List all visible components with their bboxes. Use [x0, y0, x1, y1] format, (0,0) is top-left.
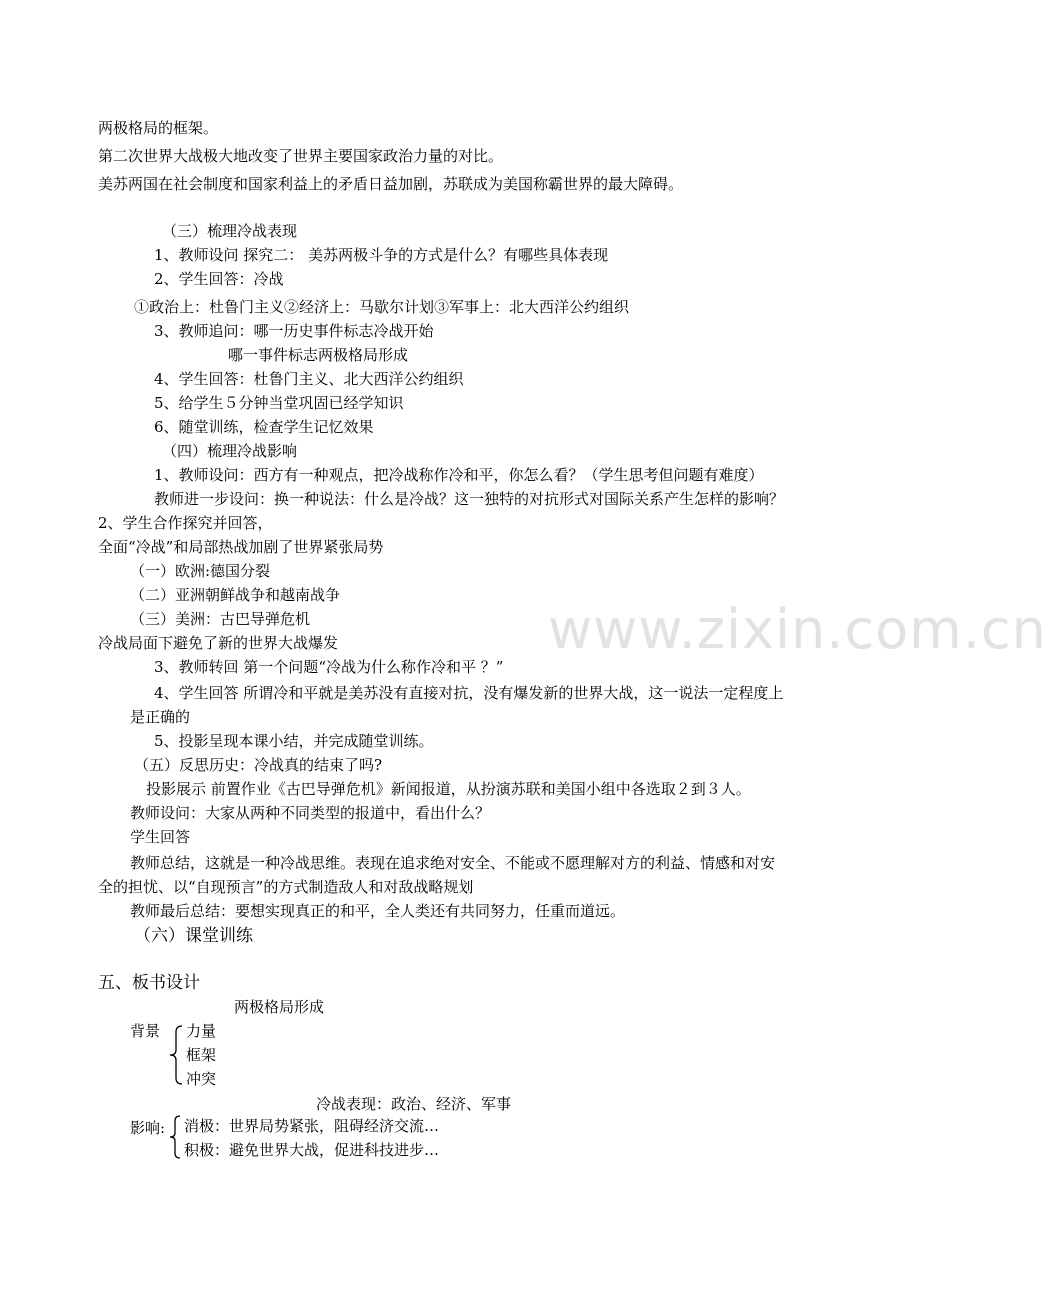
section4-line: 4、学生回答 所谓冷和平就是美苏没有直接对抗，没有爆发新的世界大战，这一说法一定程度上 [154, 684, 784, 702]
board-expression: 冷战表现：政治、经济、军事 [316, 1095, 512, 1113]
section5-line: 投影展示 前置作业《古巴导弹危机》新闻报道，从扮演苏联和美国小组中各选取２到３人。 [146, 780, 751, 798]
section4-heading: （四）梳理冷战影响 [162, 442, 298, 460]
board-heading: 五、板书设计 [98, 973, 200, 993]
section4-line: （三）美洲：古巴导弹危机 [130, 610, 311, 628]
section3-line: 4、学生回答：杜鲁门主义、北大西洋公约组织 [154, 370, 464, 388]
section4-line: 1、教师设问：西方有一种观点，把冷战称作冷和平，你怎么看？（学生思考但问题有难度） [154, 466, 764, 484]
section3-line: 5、给学生５分钟当堂巩固已经学知识 [154, 394, 404, 412]
background-item: 冲突 [186, 1070, 217, 1088]
section3-line: 6、随堂训练，检查学生记忆效果 [154, 418, 374, 436]
watermark: www.zixin.com.cn [548, 598, 1047, 661]
background-brace [168, 1024, 184, 1086]
intro-line-3: 美苏两国在社会制度和国家利益上的矛盾日益加剧，苏联成为美国称霸世界的最大障碍。 [98, 175, 684, 193]
board-title: 两极格局形成 [234, 998, 325, 1016]
section4-line: 全面“冷战”和局部热战加剧了世界紧张局势 [98, 538, 384, 556]
impact-item: 消极：世界局势紧张，阻碍经济交流… [184, 1117, 440, 1135]
intro-line-1: 两极格局的框架。 [98, 119, 219, 137]
section4-line: 教师进一步设问：换一种说法：什么是冷战？这一独特的对抗形式对国际关系产生怎样的影响？ [154, 490, 785, 508]
section5-line: 全的担忧、以“自现预言”的方式制造敌人和对敌战略规划 [98, 878, 474, 896]
section4-line: 5、投影呈现本课小结，并完成随堂训练。 [154, 732, 434, 750]
section5-heading: （五）反思历史：冷战真的结束了吗? [134, 756, 383, 774]
section4-line: 冷战局面下避免了新的世界大战爆发 [98, 634, 339, 652]
section5-line: 教师总结，这就是一种冷战思维。表现在追求绝对安全、不能或不愿理解对方的利益、情感和对安 [130, 854, 776, 872]
section4-line: 2、学生合作探究并回答， [98, 514, 273, 532]
intro-line-2: 第二次世界大战极大地改变了世界主要国家政治力量的对比。 [98, 147, 504, 165]
section5-line: 教师设问：大家从两种不同类型的报道中，看出什么？ [130, 804, 491, 822]
section6-heading: （六）课堂训练 [134, 926, 253, 946]
impact-brace [168, 1114, 182, 1160]
background-item: 力量 [186, 1022, 217, 1040]
section5-line: 学生回答 [130, 828, 191, 846]
section4-line: 3、教师转回 第一个问题“冷战为什么称作冷和平 ？” [154, 658, 504, 676]
impact-item: 积极：避免世界大战，促进科技进步… [184, 1141, 440, 1159]
section3-line: 3、教师追问：哪一历史事件标志冷战开始 [154, 322, 434, 340]
section3-line: 1、教师设问 探究二： 美苏两极斗争的方式是什么？有哪些具体表现 [154, 246, 609, 264]
background-item: 框架 [186, 1046, 217, 1064]
section4-line: 是正确的 [130, 708, 191, 726]
section3-heading: （三）梳理冷战表现 [162, 222, 298, 240]
background-label: 背景 [130, 1022, 161, 1040]
impact-label: 影响: [130, 1119, 166, 1137]
section3-line: ①政治上：杜鲁门主义②经济上：马歇尔计划③军事上：北大西洋公约组织 [134, 298, 630, 316]
section5-line: 教师最后总结：要想实现真正的和平，全人类还有共同努力，任重而道远。 [130, 902, 626, 920]
section4-line: （一）欧洲:德国分裂 [130, 562, 271, 580]
section3-line: 2、学生回答：冷战 [154, 270, 284, 288]
section4-line: （二）亚洲朝鲜战争和越南战争 [130, 586, 341, 604]
section3-line: 哪一事件标志两极格局形成 [228, 346, 409, 364]
